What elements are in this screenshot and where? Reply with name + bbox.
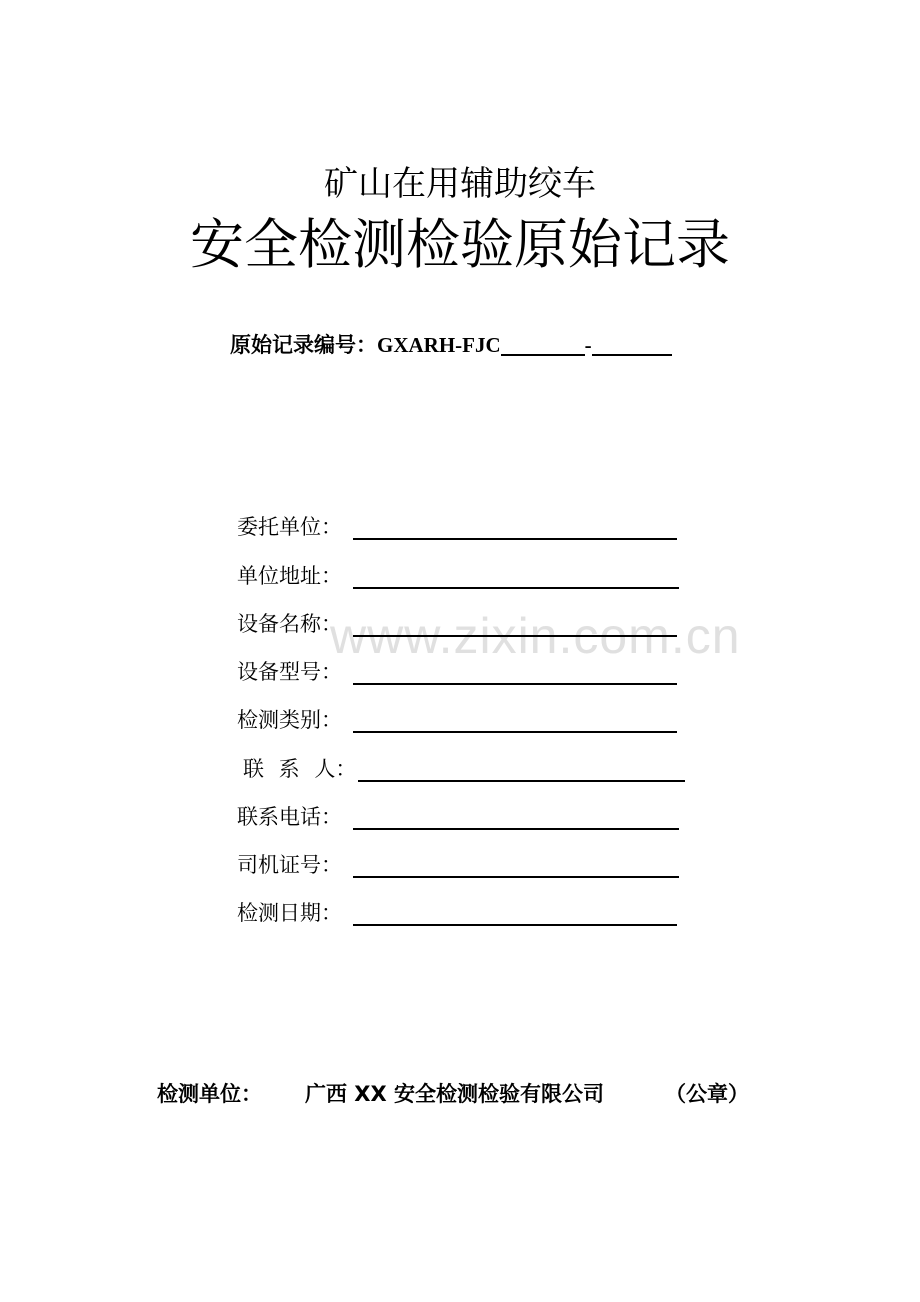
field-label: 检测日期：	[237, 901, 342, 925]
field-label: 联 系 人：	[243, 757, 357, 781]
record-number-code: GXARH-FJC	[377, 333, 501, 357]
record-number-label: 原始记录编号：	[230, 332, 377, 357]
field-label: 检测类别：	[237, 708, 342, 732]
record-number-blank-2[interactable]	[592, 332, 672, 356]
field-blank[interactable]	[353, 828, 679, 830]
field-blank[interactable]	[353, 683, 677, 685]
field-blank[interactable]	[358, 780, 685, 782]
footer-label: 检测单位：	[157, 1082, 262, 1106]
watermark: www.zixin.com.cn	[330, 608, 741, 664]
record-number-separator: -	[584, 333, 592, 357]
field-blank[interactable]	[353, 538, 677, 540]
document-title: 安全检测检验原始记录	[190, 213, 730, 276]
record-number-blank-1[interactable]	[501, 332, 585, 356]
field-label: 单位地址：	[237, 564, 342, 588]
field-blank[interactable]	[353, 587, 679, 589]
field-blank[interactable]	[353, 924, 677, 926]
field-label: 设备名称：	[237, 612, 342, 636]
field-label: 司机证号：	[237, 853, 342, 877]
field-label: 委托单位：	[237, 515, 342, 539]
field-blank[interactable]	[353, 876, 679, 878]
field-blank[interactable]	[353, 635, 677, 637]
field-blank[interactable]	[353, 731, 677, 733]
document-subtitle: 矿山在用辅助绞车	[324, 164, 596, 204]
footer-company: 广西 XX 安全检测检验有限公司	[305, 1082, 605, 1106]
field-label: 联系电话：	[237, 805, 342, 829]
record-number	[230, 330, 672, 360]
footer-seal: （公章）	[665, 1082, 749, 1106]
field-label: 设备型号：	[237, 660, 342, 684]
